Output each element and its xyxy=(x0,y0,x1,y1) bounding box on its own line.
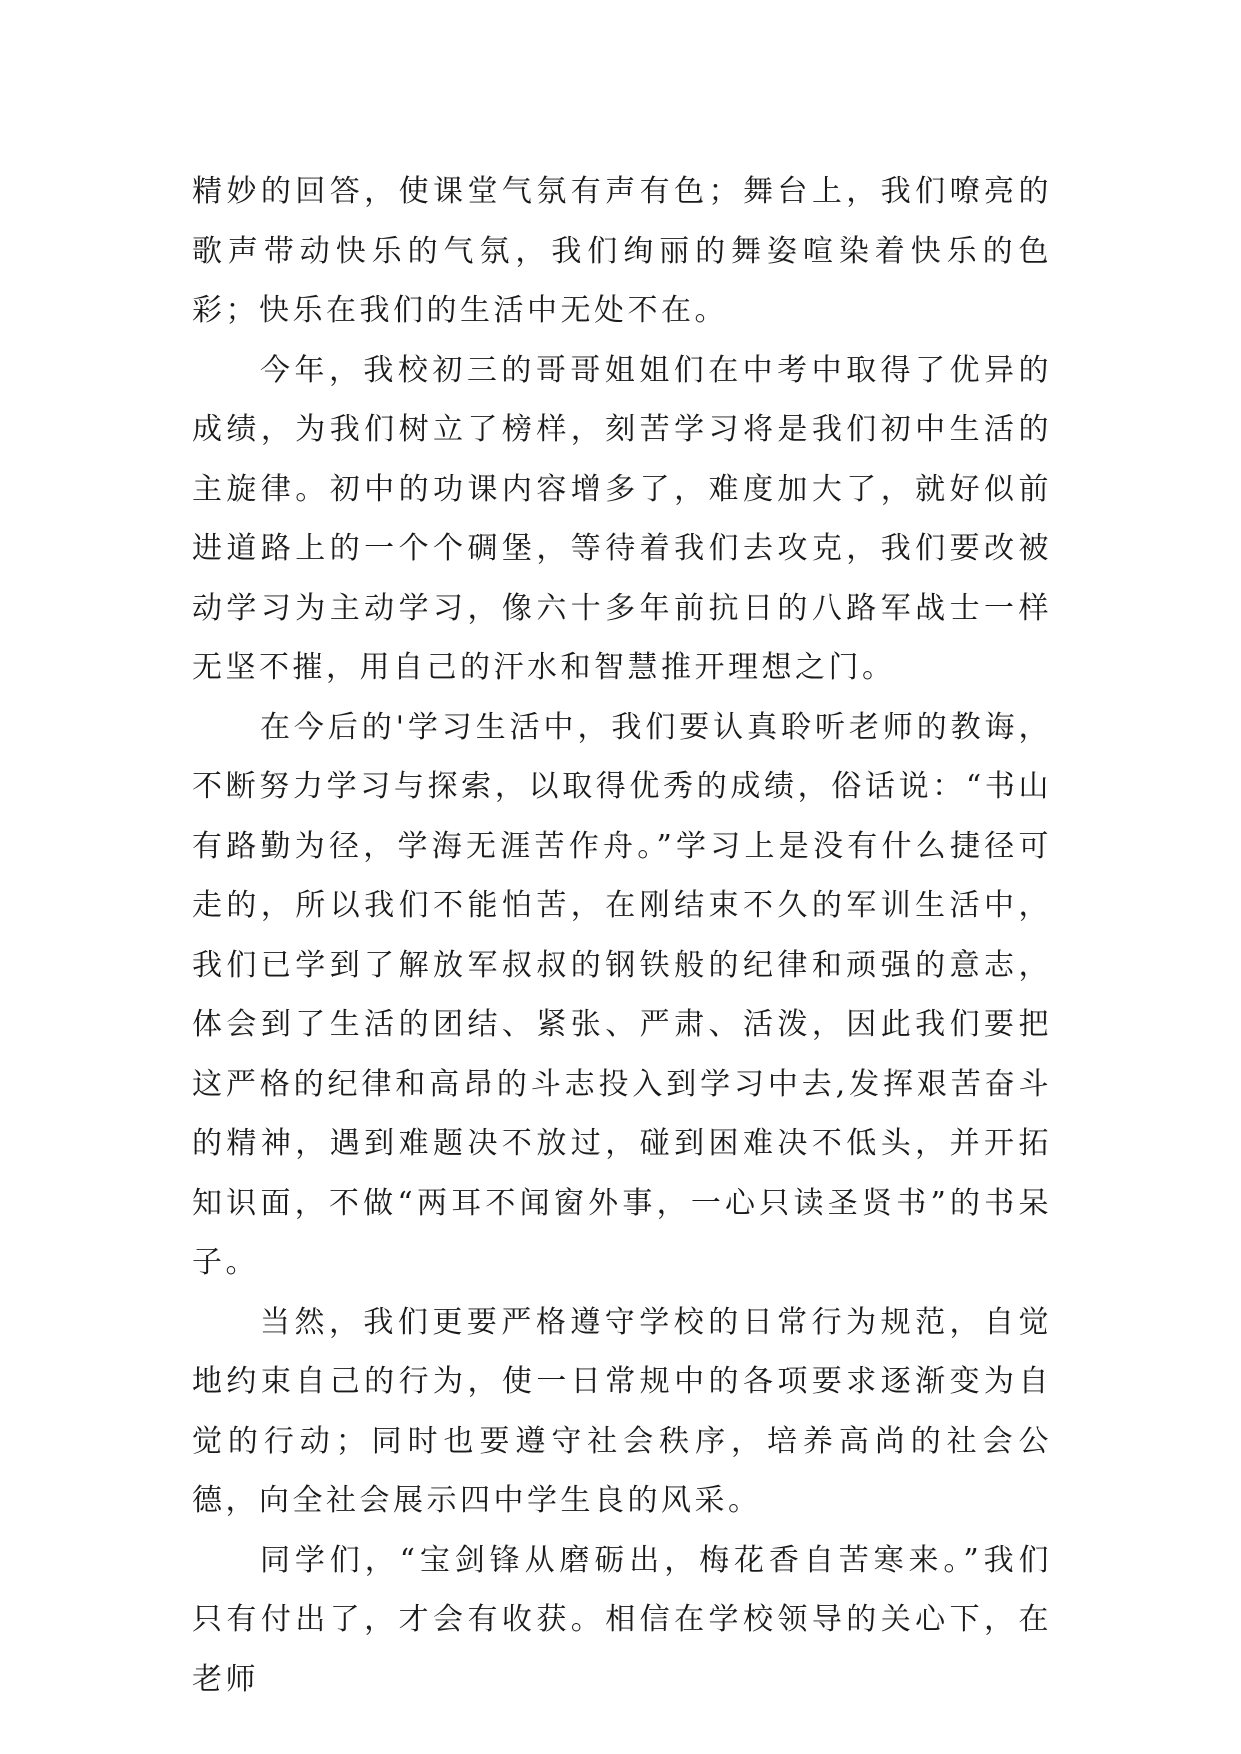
paragraph-5: 同学们，“宝剑锋从磨砺出，梅花香自苦寒来。”我们只有付出了，才会有收获。相信在学校领导的关心下，在老师 xyxy=(192,1542,1052,1697)
paragraph-1: 精妙的回答，使课堂气氛有声有色；舞台上，我们嘹亮的歌声带动快乐的气氛，我们绚丽的舞姿喧染着快乐的色彩；快乐在我们的生活中无处不在。 xyxy=(192,174,1052,328)
document-body xyxy=(192,162,1052,1709)
paragraph-3: 在今后的'学习生活中，我们要认真聆听老师的教诲，不断努力学习与探索，以取得优秀的成绩，俗话说：“书山有路勤为径，学海无涯苦作舟。”学习上是没有什么捷径可走的，所以我们不能怕苦，在刚结束不久的军训生活中，我们已学到了解放军叔叔的钢铁般的纪律和顽强的意志，体会到了生活的团结、紧张、严肃、活泼，因此我们要把这严格的纪律和高昂的斗志投入到学习中去,发挥艰苦奋斗的精神，遇到难题决不放过，碰到困难决不低头，并开拓知识面，不做“两耳不闻窗外事，一心只读圣贤书”的书呆子。 xyxy=(192,709,1052,1280)
paragraph-2: 今年，我校初三的哥哥姐姐们在中考中取得了优异的成绩，为我们树立了榜样，刻苦学习将是我们初中生活的主旋律。初中的功课内容增多了，难度加大了，就好似前进道路上的一个个碉堡，等待着我们去攻克，我们要改被动学习为主动学习，像六十多年前抗日的八路军战士一样无坚不摧，用自己的汗水和智慧推开理想之门。 xyxy=(192,352,1052,685)
paragraph-4: 当然，我们更要严格遵守学校的日常行为规范，自觉地约束自己的行为，使一日常规中的各项要求逐渐变为自觉的行动；同时也要遵守社会秩序，培养高尚的社会公德，向全社会展示四中学生良的风采。 xyxy=(192,1304,1052,1518)
